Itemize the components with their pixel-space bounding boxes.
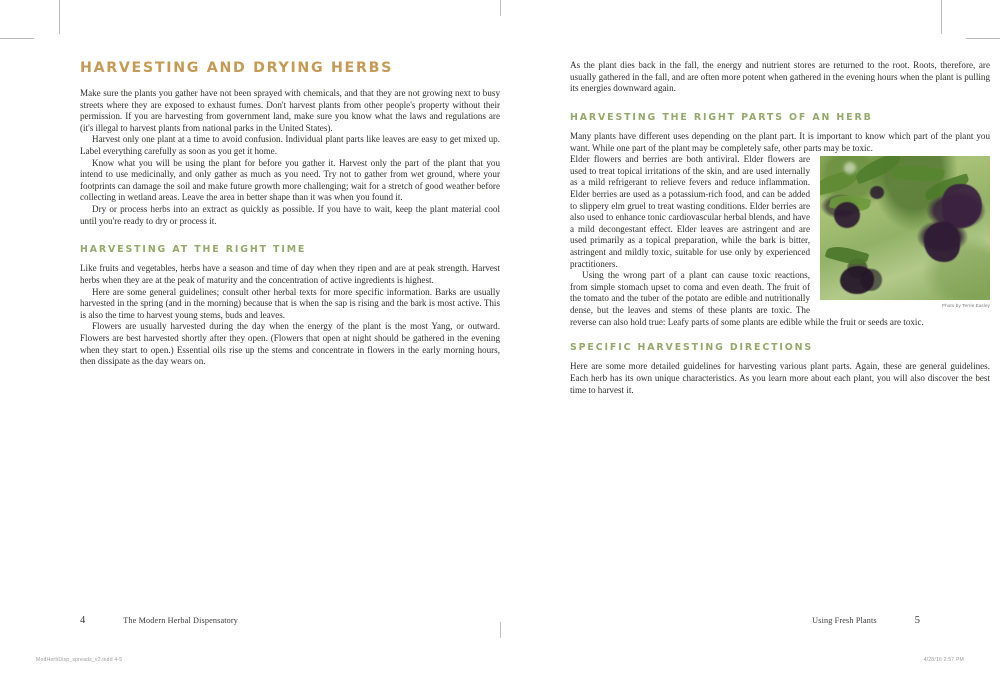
right-page — [570, 60, 990, 620]
fold-mark-bottom — [500, 622, 501, 638]
press-slug-filename: ModHerbDisp_spreads_v2.indd 4-5 — [36, 657, 123, 663]
paragraph: Harvest only one plant at a time to avoid confusion. Individual plant parts like leaves are easy to get mixed up. Label everything carefully as soon as you get it home. — [80, 134, 500, 156]
crop-mark-top-right-vertical — [941, 0, 942, 34]
berry-cluster — [924, 222, 960, 262]
crop-mark-top-right-horizontal — [966, 38, 1000, 39]
fold-mark-top — [500, 0, 501, 16]
page-number-left: 4 — [80, 615, 86, 626]
leaf-shape — [820, 169, 859, 196]
elderberry-photo — [820, 156, 990, 300]
paragraph: Know what you will be using the plant for before you gather it. Harvest only the part of the plant that you intend to use medicinally, and only gather as much as you need. Try not to gather from wet ground, where your footprints can damage the soil and make future growth more challenging; wait for a stretch of good weather before collecting in wetland areas. Leave the area in better shape than it was when you found it. — [80, 157, 500, 203]
page-title: HARVESTING AND DRYING HERBS — [80, 60, 394, 76]
figure-elderberry — [820, 156, 990, 308]
leaf-shape — [825, 243, 870, 269]
photo-credit: Photo by Terrie Easley — [941, 303, 990, 309]
berry-cluster — [840, 266, 874, 294]
footer-left — [80, 615, 238, 626]
running-head-right: Using Fresh Plants — [812, 616, 877, 625]
left-page-column — [80, 60, 500, 368]
crop-mark-top-left-horizontal — [0, 38, 34, 39]
crop-mark-top-left-vertical — [59, 0, 60, 34]
paragraph: Here are some more detailed guidelines for harvesting various plant parts. Again, these are general guidelines. Each herb has its own unique characteristics. As you learn more about each plant, you will also discover the best time to harvest it. — [570, 361, 990, 395]
paragraph: Like fruits and vegetables, herbs have a season and time of day when they ripen and are at peak strength. Harvest herbs when they are at the peak of maturity and the concentration of active ingredients is highest. — [80, 263, 500, 286]
paragraph: As the plant dies back in the fall, the energy and nutrient stores are returned to the root. Roots, therefore, are usually gathered in the fall, and are often more potent when gathered in the evening hours when the plant is pulling its energies downward again. — [570, 60, 990, 94]
paragraph: Elder flowers and berries are both antiviral. Elder flowers are used to treat topical irritations of the skin, and are used internally as a mild refrigerant to relieve fevers and reduce inflammation. Elder berries are used as a potassium-rich food, and can be added to slippery elm gruel to treat wasting conditions. Elder berries are also used to enhance tonic cardiovascular herbal blends, and have a mild decongestant effect. Elder leaves are astringent and are used primarily as a topical preparation, while the bark is bitter, astringent and mildly toxic, suitable for use only by experienced practitioners. — [570, 154, 810, 269]
section-heading-specific-harvesting-directions: SPECIFIC HARVESTING DIRECTIONS — [570, 342, 814, 354]
section-heading-harvesting-right-parts: HARVESTING THE RIGHT PARTS OF AN HERB — [570, 111, 873, 123]
leaf-shape — [891, 163, 945, 185]
footer-right — [812, 615, 920, 626]
paragraph: Using the wrong part of a plant can cause toxic reactions, from simple stomach upset to coma and even death. The fruit of the tomato and the tuber of the potato are edible and nutritionally dense, but the leaves and stems of these plants are toxic. The reverse can also hold true: Leafy parts of some plants are edible while the fruit or seeds are toxic. — [570, 270, 924, 327]
paragraph: Many plants have different uses depending on the plant part. It is important to know which part of the plant you want. While one part of the plant may be completely safe, other parts may be toxic. — [570, 131, 990, 153]
paragraph: Dry or process herbs into an extract as quickly as possible. If you have to wait, keep the plant material cool until you're ready to dry or process it. — [80, 203, 500, 226]
section-heading-harvesting-at-the-right-time: HARVESTING AT THE RIGHT TIME — [80, 244, 307, 256]
right-page-column — [570, 60, 990, 396]
running-head-left: The Modern Herbal Dispensatory — [123, 616, 239, 625]
berry-cluster — [834, 202, 860, 228]
press-slug-timestamp: 4/28/16 2:57 PM — [923, 657, 964, 663]
page-number-right: 5 — [914, 615, 920, 626]
paragraph: Flowers are usually harvested during the day when the energy of the plant is the most Yang, or outward. Flowers are best harvested shortly after they open. (Flowers that open at night should be gathered in the evening when they start to open.) Essential oils rise up the stems and concentrate in flowers in the early morning hours, then dissipate as the day wears on. — [80, 321, 500, 367]
paragraph: Here are some general guidelines; consult other herbal texts for more specific information. Barks are usually harvested in the spring (and in the morning) because that is when the sap is rising and the bark is most active. This is also the time to harvest young stems, buds and leaves. — [80, 286, 500, 320]
paragraph: Make sure the plants you gather have not been sprayed with chemicals, and that they are not growing next to busy streets where they are exposed to exhaust fumes. Don't harvest plants from other people's property without their permission. If you are harvesting from government land, make sure you know what the laws and regulations are (it's illegal to harvest plants from national parks in the United States). — [80, 88, 500, 133]
left-page — [80, 60, 500, 620]
berry-cluster — [870, 186, 884, 199]
